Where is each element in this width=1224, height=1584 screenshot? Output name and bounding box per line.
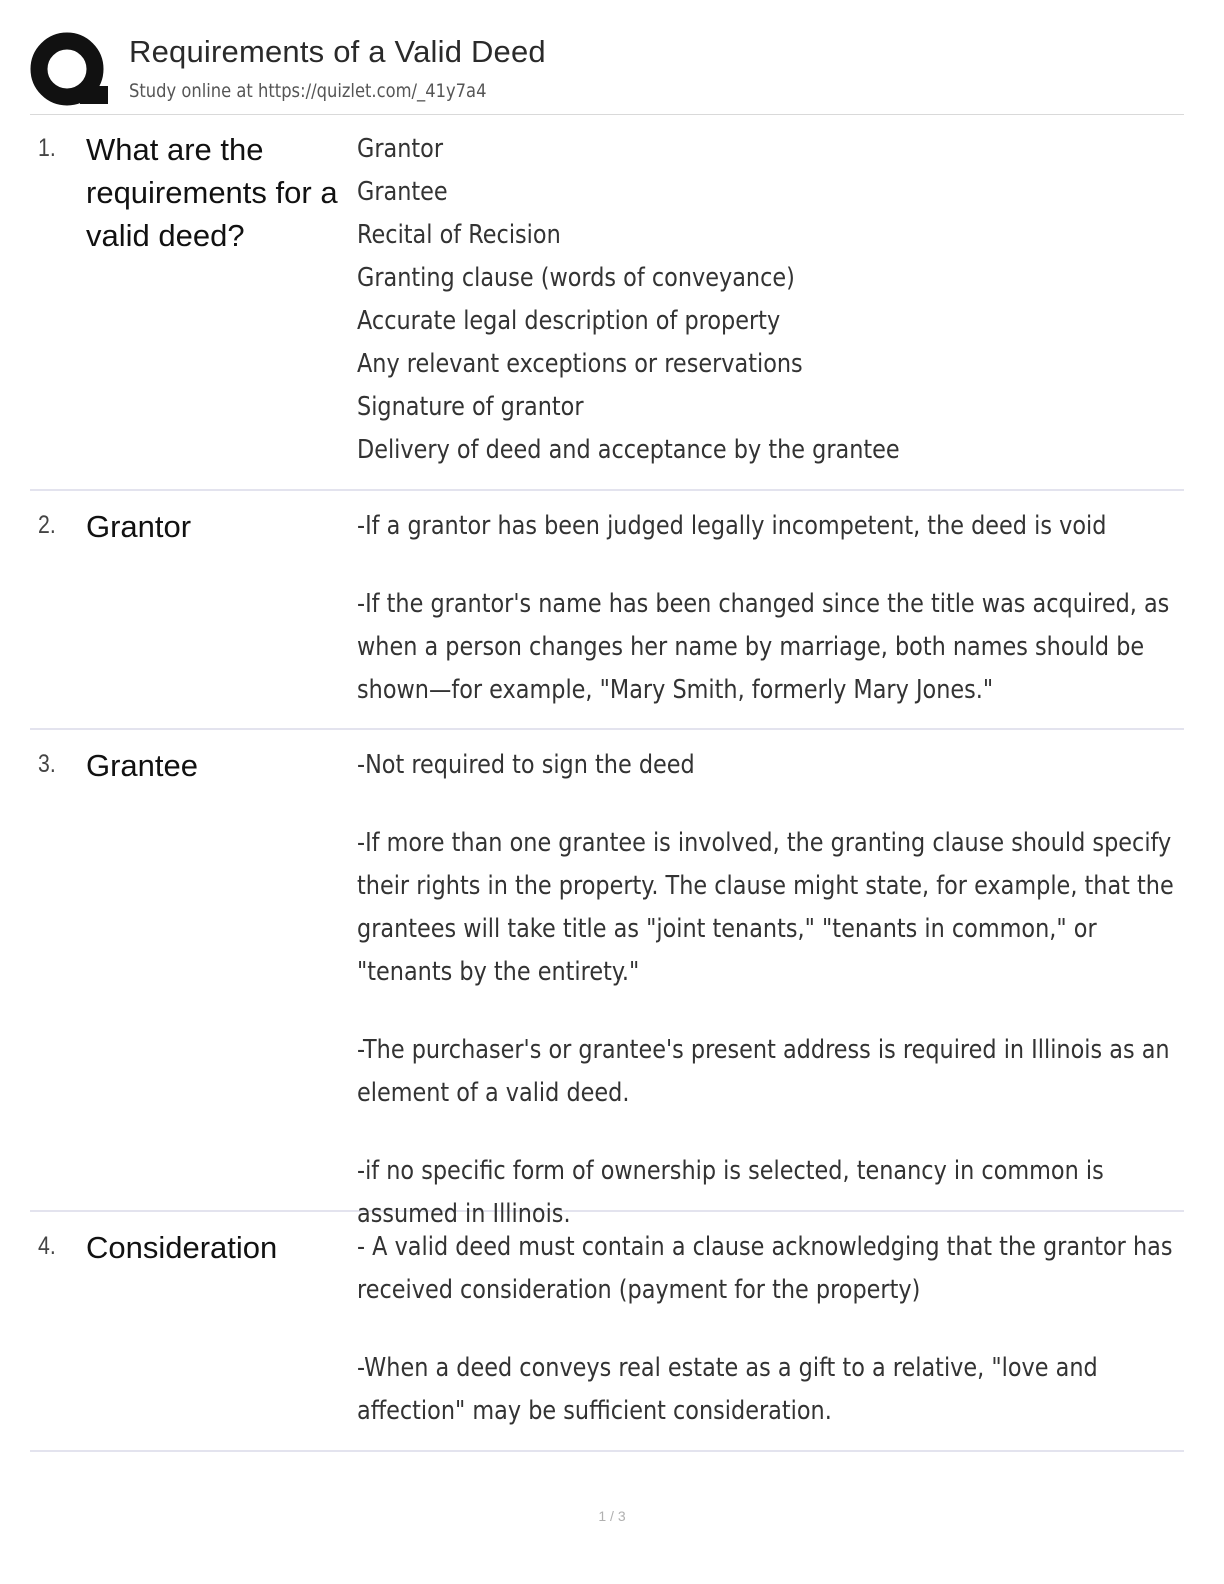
quizlet-logo-icon [30,32,110,108]
card-term: Consideration [86,1230,278,1265]
card-term: Grantee [86,748,199,783]
definition-paragraph: -If more than one grantee is involved, the granting clause should specify their rights in the property. The clause might state, for example, that the grantees will take title as "joint tenants," "tenants in common," or "tenants by the entirety." [357,828,1174,987]
flashcard-item [30,491,1184,730]
card-number: 3. [38,750,56,778]
flashcard-item [30,1212,1184,1452]
page-title: Requirements of a Valid Deed [129,34,546,69]
definition-paragraph: -When a deed conveys real estate as a gift to a relative, "love and affection" may be sufficient consideration. [357,1353,1098,1426]
definition-line: Granting clause (words of conveyance) [357,263,795,293]
card-definition [357,744,1174,1236]
definition-paragraph: -Not required to sign the deed [357,750,695,780]
flashcard-item [30,114,1184,491]
flashcard-list [30,114,1184,1452]
study-online-link[interactable]: Study online at https://quizlet.com/_41y7a4 [129,80,487,102]
card-number: 4. [38,1232,56,1260]
card-definition [357,505,1174,712]
definition-line: Grantee [357,177,448,207]
card-term: What are the requirements for a valid deed? [86,132,338,253]
definition-paragraph: -If the grantor's name has been changed since the title was acquired, as when a person changes her name by marriage, both names should be shown—for example, "Mary Smith, formerly Mary Jones." [357,589,1170,705]
card-term: Grantor [86,509,192,544]
page-number: 1 / 3 [598,1508,626,1524]
card-definition [357,1226,1174,1433]
definition-line: Grantor [357,134,444,164]
flashcard-item [30,730,1184,1229]
page-header [30,28,1184,115]
card-number: 1. [38,134,56,162]
definition-line: Recital of Recision [357,220,561,250]
card-definition [357,128,1174,472]
definition-paragraph: -if no specific form of ownership is selected, tenancy in common is assumed in Illinois. [357,1156,1104,1229]
definition-line: Signature of grantor [357,392,584,422]
definition-line: Delivery of deed and acceptance by the grantee [357,435,900,465]
definition-line: Any relevant exceptions or reservations [357,349,803,379]
definition-paragraph: - A valid deed must contain a clause acknowledging that the grantor has received consideration (payment for the property) [357,1232,1173,1305]
card-number: 2. [38,511,56,539]
definition-line: Accurate legal description of property [357,306,781,336]
definition-paragraph: -The purchaser's or grantee's present address is required in Illinois as an element of a valid deed. [357,1035,1170,1108]
definition-paragraph: -If a grantor has been judged legally incompetent, the deed is void [357,511,1107,541]
